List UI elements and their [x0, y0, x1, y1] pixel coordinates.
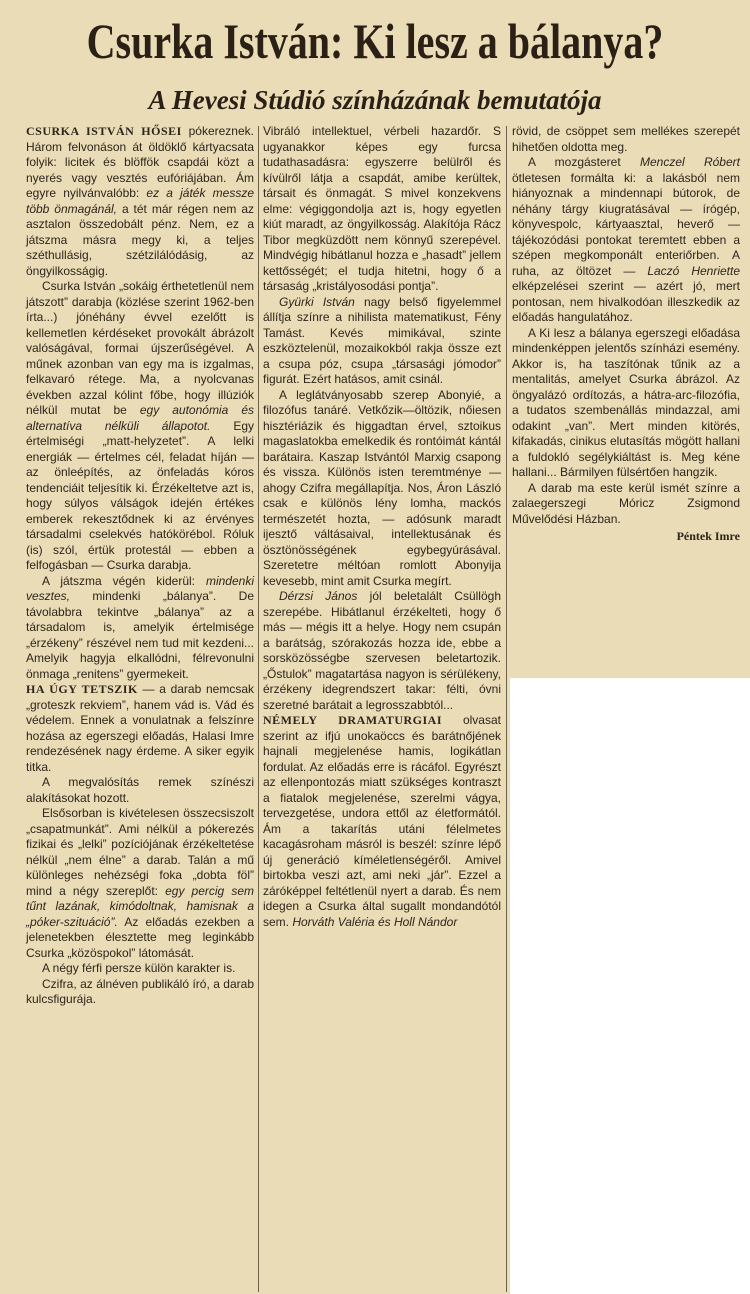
- paragraph: Vibráló intellektuel, vérbeli hazardőr. S ugyanakkor képes egy furcsa tudathasadásra: egyszerre belülről és kívülről látja a csapdát, amibe kerültek, társait és önmagát. S mivel konzekvens elme: végiggondolja azt is, hogy egyetlen kiút maradt, az öngyilkosság. Alakítója Rácz Tibor megküzdött nem könnyű szerepével. Mindvégig hibátlanul hozza e „hasadt” jellem kettősségét; el tudja hitetni, hogy ő a társaság „kristályosodási pontja”.: [263, 124, 501, 293]
- text-run: a tét már régen nem az asztalon összedobált pénz. Nem, ez a játszma másra megy ki, a teljes széthullásig, szétzilálódásig, az öngyilkosságig.: [26, 201, 254, 278]
- article-column-3: [512, 124, 740, 545]
- emphasis: egy autonómia és alternatíva nélküli állapotot.: [26, 403, 254, 433]
- text-run: — a darab nemcsak „groteszk rekviem”, hanem vád is. Vád és védelem. Ennek a vonulatnak a felszínre hozása az egerszegi előadás, Halasi Imre rendezésének nagy érdeme. A siker egyik titka.: [26, 682, 254, 774]
- text-run: Elsősorban is kivételesen összecsiszolt „csapatmunkát”. Ami nélkül a pókerezés fizikai és „lelki” pozíciójának érzékeltetése nélkül „nem élne” a darab. Talán a mű különleges nehézségi foka „dobta föl” mind a négy szereplőt:: [26, 806, 254, 898]
- paragraph: A leglátványosabb szerep Abonyié, a filozófus tanáré. Vetkőzik—öltözik, nőiesen hisztériázik és higgadtan érvel, sztoikus magaslatokba emelkedik és rontóimát kántál barátaira. Kaszap Istvántól Marxig csapong és vissza. Különös isten teremtménye — ahogy Czifra megállapítja. Nos, Áron László csak e különös lény lomha, mackós természetét hozta, — adósunk maradt ijesztő váltásaival, intellektusának és ösztönösségének egybegyúrásával. Szeretetre méltóan romlott Abonyija kevesebb, mint amit Csurka megírt.: [263, 387, 501, 588]
- emphasis: mindenki vesztes,: [26, 573, 254, 603]
- article-column-2: [263, 124, 501, 930]
- paragraph: [26, 124, 254, 279]
- subheadline: A Hevesi Stúdió színházának bemutatója: [148, 85, 602, 115]
- paragraph: A megvalósítás remek színészi alakításokat hozott.: [26, 775, 254, 805]
- article-column-1: [26, 124, 254, 1008]
- lead-in: HA ÚGY TETSZIK: [26, 682, 138, 696]
- headline: Csurka István: Ki lesz a bálanya?: [86, 13, 664, 69]
- paragraph: [26, 279, 254, 574]
- paragraph: rövid, de csöppet sem mellékes szerepét hihetően oldotta meg.: [512, 124, 740, 154]
- actor-name: Gyürki István: [279, 294, 355, 309]
- paragraph: [263, 295, 501, 388]
- text-run: olvasat szerint az ifjú unokaöccs és barátnőjének hajnali megjelenése hamis, logikátlan fordulat. Az előadás erre is rácáfol. Egyrészt az ellenpontozás miatt szükséges kontraszt a fiatalok megjelenése, szerelmi vágya, tervezgetése, undora ettől az életformától. Ám a takarítás utáni félelmetes kacagásroham másról is beszél: színre lépő új generáció kíméletlenségéről. Amivel birtokba veszi azt, ami neki „jár”. Ezzel a záróképpel feltétlenül nyert a darab. És nem idegen a Csurka által sugallt mondandótól sem.: [263, 713, 501, 929]
- emphasis: egy percig sem tűnt lazának, kimódoltnak, hamisnak a „póker-szituáció”.: [26, 883, 254, 929]
- paragraph: Czifra, az álnéven publikáló író, a darab kulcsfigurája.: [26, 976, 254, 1006]
- author-signature: Péntek Imre: [676, 529, 740, 543]
- paragraph: [263, 589, 501, 713]
- paragraph: [26, 574, 254, 683]
- emphasis: ez a játék messze több önmagánál,: [26, 186, 254, 216]
- lead-in: NÉMELY DRAMATURGIAI: [263, 713, 443, 727]
- actor-name: Horváth Valéria és Holl Nándor: [292, 914, 458, 929]
- text-run: Az előadás ezekben a jelenetekben élesztette meg leginkább Csurka „közöspokol” látomását.: [26, 914, 254, 960]
- text-run: Csurka István „sokáig érthetetlenül nem játszott” darabja (közlése szerint 1962-ben írta...) jónéhány évvel ezelőtt is kellemetlen kérdéseket provokált ábrázolt valóságával, formai újszerűségével. A műnek azonban van egy ma is izgalmas, felkavaró rétege. Ma, a nyolcvanas években azzal kólint főbe, hogy illúziók nélkül mutat be: [26, 279, 254, 417]
- actor-name: Dérzsi János: [279, 589, 358, 603]
- text-run: A játszma végén kiderül:: [42, 573, 206, 588]
- text-run: ötletesen formálta ki: a lakásból nem hiányoznak a mindennapi bútorok, de néhány tárgy kiugratásával — írógép, könyvespolc, kártyaasztal, heverő — tájékozódási pontokat teremtett ebben a szépen megkomponált enteriőrben. A ruha, az öltözet —: [512, 170, 740, 278]
- text-run: Egy értelmiségi „matt-helyzetet”. A lelki energiák — értelmes cél, feladat híján — az önleépítés, az önfeladás kóros tendenciáit teljesítik ki. Érzékeltetve azt is, hogy súlyos válságok idején értékes emberek rekesztődnek ki az érvényes társadalmi cselekvés hatókörébol. Róluk (is) szól, értük protestál — ebben a felfogásban — Csurka darabja.: [26, 418, 254, 572]
- paragraph: A Ki lesz a bálanya egerszegi előadása mindenképpen jelentős színházi esemény. Akkor is, ha taszítónak tűnik az a mentalitás, amelyet Csurka ábrázol. Az öngyalázó ordítozás, a hátra-arc-filozófia, a tudatos szembenállás mindazzal, ami odakint „van”. Mert minden kitörés, kifakadás, cinikus elutasítás mögött hallani a fuldokló segélykiáltást is. Meg kéne hallani... Bármilyen fülsértően hangzik.: [512, 325, 740, 479]
- text-run: nagy belső figyelemmel állítja színre a nihilista matematikust, Fény Tamást. Kevés mimikával, szinte eszköztelenül, mozaikokból rakja össze ezt a csupa póz, csupa „társasági jómodor” figurát. Ezért hatásos, amit csinál.: [263, 294, 501, 386]
- paragraph: A négy férfi persze külön karakter is.: [42, 961, 236, 975]
- paragraph: [26, 682, 254, 775]
- text-run: A mozgásteret: [528, 155, 640, 169]
- text-run: jól beletalált Csüllögh szerepébe. Hibátlanul érzékelteti, hogy ő más — mégis itt a helye. Hogy nem csupán a barátság, szórakozás hozza ide, ebbe a sorsközösségbe szervesen beletartozik. „Őstulok” magatartása nagyon is sérülékeny, érzékeny idegrendszert takar: félti, óvni szeretné barátait a legrosszabbtól...: [263, 589, 501, 712]
- paragraph: [512, 155, 740, 326]
- paragraph: [26, 806, 254, 961]
- paragraph: A darab ma este kerül ismét színre a zalaegerszegi Móricz Zsigmond Művelődési Házban.: [512, 480, 740, 526]
- paragraph: [263, 713, 501, 930]
- column-divider: [258, 126, 259, 1292]
- designer-name: Menczel Róbert: [639, 155, 740, 169]
- text-run: elképzelései szerint — azért jó, mert pontosan, nem hivalkodóan illeszkedik az előadás hangulatához.: [512, 279, 740, 324]
- text-run: pókereznek. Három felvonáson át öldöklő kártyacsata folyik: licitek és blöffök csapdái közt a nyerés vagy vesztés eufóriájában. Ám egyre nyilvánvalóbb:: [26, 124, 254, 200]
- text-run: mindenki „bálanya”. De távolabbra tekintve „bálanya” az a társadalom is, amelyik értelmisége „érzékeny” részével nem tud mit kezdeni... Amelyik hagyja elkallódni, félrevonulni önmaga „renitens” gyermekeit.: [26, 589, 254, 681]
- column-divider: [506, 126, 507, 1292]
- lead-in: CSURKA ISTVÁN HŐSEI: [26, 124, 182, 138]
- designer-name: Laczó Henriette: [647, 263, 741, 278]
